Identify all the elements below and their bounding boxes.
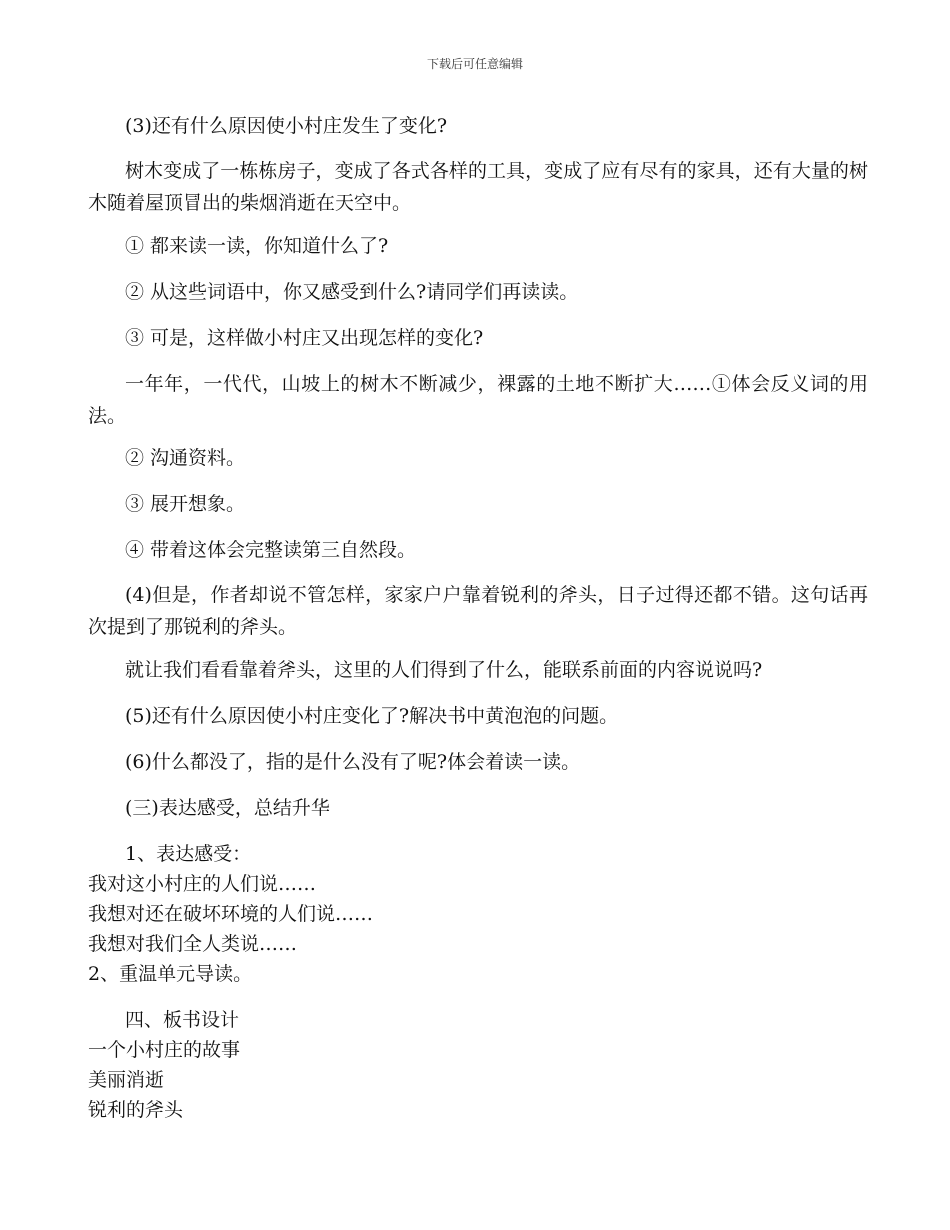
- paragraph: 我想对我们全人类说……: [88, 933, 298, 955]
- paragraph: 一年年，一代代，山坡上的树木不断减少，裸露的土地不断扩大……①体会反义词的用法。: [88, 373, 868, 427]
- page-header: 下载后可任意编辑: [426, 57, 523, 71]
- paragraph: 2、重温单元导读。: [88, 963, 253, 985]
- paragraph: 美丽消逝: [88, 1069, 165, 1091]
- paragraph: (6)什么都没了，指的是什么没有了呢?体会着读一读。: [125, 751, 581, 773]
- paragraph: 1、表达感受：: [125, 843, 252, 865]
- paragraph: (5)还有什么原因使小村庄变化了?解决书中黄泡泡的问题。: [125, 705, 619, 727]
- section-heading: (三)表达感受，总结升华: [125, 797, 330, 819]
- paragraph: ③ 可是，这样做小村庄又出现怎样的变化?: [125, 327, 484, 349]
- paragraph: ④ 带着这体会完整读第三自然段。: [125, 539, 417, 561]
- paragraph: (4)但是，作者却说不管怎样，家家户户靠着锐利的斧头，日子过得还都不错。这句话再次提到了那锐利的斧头。: [88, 584, 868, 638]
- paragraph: ③ 展开想象。: [125, 493, 246, 515]
- paragraph: 我想对还在破坏环境的人们说……: [88, 903, 374, 925]
- section-heading: 四、板书设计: [125, 1009, 240, 1031]
- paragraph: 一个小村庄的故事: [88, 1039, 241, 1061]
- paragraph: 就让我们看看靠着斧头，这里的人们得到了什么，能联系前面的内容说说吗?: [125, 659, 763, 681]
- paragraph: (3)还有什么原因使小村庄发生了变化?: [125, 115, 448, 137]
- paragraph: ① 都来读一读，你知道什么了?: [125, 235, 389, 257]
- paragraph: 锐利的斧头: [88, 1099, 184, 1121]
- paragraph: 树木变成了一栋栋房子，变成了各式各样的工具，变成了应有尽有的家具，还有大量的树木随着屋顶冒出的柴烟消逝在天空中。: [88, 160, 868, 214]
- paragraph: ② 从这些词语中，你又感受到什么?请同学们再读读。: [125, 281, 579, 303]
- paragraph: ② 沟通资料。: [125, 447, 246, 469]
- paragraph: 我对这小村庄的人们说……: [88, 873, 317, 895]
